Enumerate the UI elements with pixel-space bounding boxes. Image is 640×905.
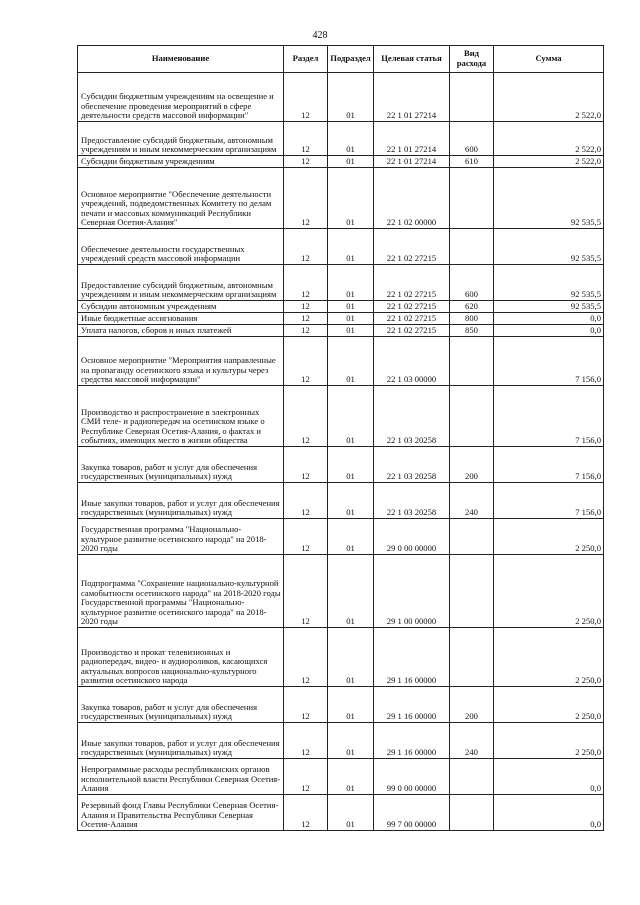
header-section: Раздел	[284, 46, 328, 73]
cell-target: 22 1 03 20258	[374, 483, 450, 519]
table-row	[78, 301, 604, 313]
cell-subsection: 01	[328, 265, 374, 301]
cell-name: Уплата налогов, сборов и иных платежей	[78, 325, 284, 337]
cell-section: 12	[284, 265, 328, 301]
table-row	[78, 73, 604, 122]
cell-name: Резервный фонд Главы Республики Северная Осетия-Алания и Правительства Республики Северная Осетия-Алания	[78, 795, 284, 831]
cell-target: 22 1 02 27215	[374, 313, 450, 325]
table-row	[78, 759, 604, 795]
cell-amount: 2 250,0	[494, 628, 604, 687]
table-row	[78, 447, 604, 483]
cell-subsection: 01	[328, 73, 374, 122]
cell-expense-type: 200	[450, 447, 494, 483]
cell-subsection: 01	[328, 687, 374, 723]
cell-amount: 0,0	[494, 759, 604, 795]
table-row	[78, 687, 604, 723]
cell-target: 22 1 02 27215	[374, 229, 450, 265]
cell-name: Иные бюджетные ассигнования	[78, 313, 284, 325]
cell-section: 12	[284, 628, 328, 687]
cell-subsection: 01	[328, 156, 374, 168]
cell-expense-type: 600	[450, 265, 494, 301]
cell-section: 12	[284, 73, 328, 122]
cell-section: 12	[284, 519, 328, 555]
cell-expense-type	[450, 229, 494, 265]
cell-section: 12	[284, 386, 328, 447]
cell-subsection: 01	[328, 519, 374, 555]
cell-subsection: 01	[328, 483, 374, 519]
cell-subsection: 01	[328, 759, 374, 795]
cell-expense-type: 600	[450, 122, 494, 156]
cell-amount: 2 250,0	[494, 555, 604, 628]
cell-target: 99 7 00 00000	[374, 795, 450, 831]
table-row	[78, 628, 604, 687]
cell-subsection: 01	[328, 313, 374, 325]
cell-subsection: 01	[328, 447, 374, 483]
cell-name: Непрограммные расходы республиканских органов исполнительной власти Республики Северная Осетия-Алания	[78, 759, 284, 795]
cell-name: Предоставление субсидий бюджетным, автономным учреждениям и иным некоммерческим организациям	[78, 122, 284, 156]
cell-name: Предоставление субсидий бюджетным, автономным учреждениям и иным некоммерческим организациям	[78, 265, 284, 301]
cell-target: 22 1 01 27214	[374, 156, 450, 168]
cell-amount: 2 250,0	[494, 519, 604, 555]
cell-amount: 92 535,5	[494, 265, 604, 301]
cell-target: 29 0 00 00000	[374, 519, 450, 555]
cell-name: Иные закупки товаров, работ и услуг для обеспечения государственных (муниципальных) нужд	[78, 483, 284, 519]
table-row	[78, 229, 604, 265]
table-row	[78, 313, 604, 325]
cell-amount: 2 250,0	[494, 723, 604, 759]
table-row	[78, 519, 604, 555]
cell-expense-type	[450, 628, 494, 687]
cell-subsection: 01	[328, 229, 374, 265]
cell-subsection: 01	[328, 628, 374, 687]
cell-target: 29 1 00 00000	[374, 555, 450, 628]
table-row	[78, 325, 604, 337]
cell-subsection: 01	[328, 795, 374, 831]
cell-expense-type	[450, 337, 494, 386]
table-row	[78, 122, 604, 156]
cell-amount: 2 250,0	[494, 687, 604, 723]
cell-expense-type: 610	[450, 156, 494, 168]
cell-section: 12	[284, 555, 328, 628]
cell-amount: 7 156,0	[494, 447, 604, 483]
cell-subsection: 01	[328, 168, 374, 229]
cell-target: 22 1 03 00000	[374, 337, 450, 386]
cell-subsection: 01	[328, 555, 374, 628]
header-target: Целевая статья	[374, 46, 450, 73]
cell-name: Субсидии бюджетным учреждениям на освещение и обеспечение проведения мероприятий в сфере деятельности средств массовой информации"	[78, 73, 284, 122]
cell-section: 12	[284, 325, 328, 337]
cell-subsection: 01	[328, 301, 374, 313]
cell-section: 12	[284, 723, 328, 759]
cell-name: Производство и прокат телевизионных и радиопередач, видео- и аудиороликов, касающихся актуальных вопросов национально-культурного развития осетинского народа	[78, 628, 284, 687]
cell-subsection: 01	[328, 325, 374, 337]
cell-name: Закупка товаров, работ и услуг для обеспечения государственных (муниципальных) нужд	[78, 447, 284, 483]
cell-target: 22 1 03 20258	[374, 447, 450, 483]
cell-section: 12	[284, 337, 328, 386]
cell-section: 12	[284, 313, 328, 325]
cell-name: Подпрограмма "Сохранение национально-культурной самобытности осетинского народа" на 2018-2020 годы Государственной программы "Национально-культурное развитие осетинского народа" на 2018-2020 годы	[78, 555, 284, 628]
cell-name: Государственная программа "Национально-культурное развитие осетинского народа" на 2018-2020 годы	[78, 519, 284, 555]
cell-subsection: 01	[328, 122, 374, 156]
cell-amount: 7 156,0	[494, 483, 604, 519]
cell-name: Основное мероприятие "Обеспечение деятельности учреждений, подведомственных Комитету по делам печати и массовых коммуникаций Республики Северная Осетия-Алания"	[78, 168, 284, 229]
cell-target: 29 1 16 00000	[374, 687, 450, 723]
cell-expense-type: 240	[450, 483, 494, 519]
table-row	[78, 483, 604, 519]
cell-amount: 2 522,0	[494, 73, 604, 122]
cell-subsection: 01	[328, 337, 374, 386]
cell-target: 29 1 16 00000	[374, 628, 450, 687]
cell-name: Иные закупки товаров, работ и услуг для обеспечения государственных (муниципальных) нужд	[78, 723, 284, 759]
cell-name: Закупка товаров, работ и услуг для обеспечения государственных (муниципальных) нужд	[78, 687, 284, 723]
cell-expense-type: 240	[450, 723, 494, 759]
cell-expense-type	[450, 519, 494, 555]
cell-target: 22 1 01 27214	[374, 122, 450, 156]
cell-amount: 0,0	[494, 313, 604, 325]
cell-expense-type	[450, 73, 494, 122]
cell-expense-type: 800	[450, 313, 494, 325]
cell-name: Субсидии бюджетным учреждениям	[78, 156, 284, 168]
cell-amount: 0,0	[494, 795, 604, 831]
cell-section: 12	[284, 168, 328, 229]
cell-section: 12	[284, 301, 328, 313]
cell-target: 29 1 16 00000	[374, 723, 450, 759]
header-amount: Сумма	[494, 46, 604, 73]
cell-expense-type: 620	[450, 301, 494, 313]
cell-target: 22 1 03 20258	[374, 386, 450, 447]
cell-section: 12	[284, 795, 328, 831]
cell-section: 12	[284, 687, 328, 723]
cell-expense-type	[450, 168, 494, 229]
cell-expense-type	[450, 386, 494, 447]
table-row	[78, 337, 604, 386]
page-number: 428	[312, 30, 328, 41]
cell-target: 22 1 02 27215	[374, 325, 450, 337]
table-row	[78, 386, 604, 447]
cell-section: 12	[284, 156, 328, 168]
table-header	[78, 46, 604, 73]
cell-amount: 0,0	[494, 325, 604, 337]
cell-expense-type	[450, 555, 494, 628]
cell-section: 12	[284, 229, 328, 265]
cell-amount: 7 156,0	[494, 337, 604, 386]
cell-amount: 2 522,0	[494, 156, 604, 168]
cell-amount: 92 535,5	[494, 229, 604, 265]
table-body	[78, 73, 604, 831]
table-row	[78, 265, 604, 301]
cell-subsection: 01	[328, 386, 374, 447]
header-name: Наименование	[78, 46, 284, 73]
cell-section: 12	[284, 122, 328, 156]
cell-target: 22 1 02 27215	[374, 301, 450, 313]
cell-expense-type: 850	[450, 325, 494, 337]
budget-table	[77, 45, 604, 831]
table-row	[78, 723, 604, 759]
header-expense-type: Вид расхода	[450, 46, 494, 73]
cell-expense-type	[450, 795, 494, 831]
cell-name: Обеспечение деятельности государственных учреждений средств массовой информации	[78, 229, 284, 265]
cell-subsection: 01	[328, 723, 374, 759]
cell-name: Производство и распространение в электронных СМИ теле- и радиопередач на осетинском языке о Республике Северная Осетия-Алания, о фактах и событиях, имеющих место в жизни общества	[78, 386, 284, 447]
table-row	[78, 156, 604, 168]
cell-target: 99 0 00 00000	[374, 759, 450, 795]
cell-target: 22 1 01 27214	[374, 73, 450, 122]
cell-amount: 92 535,5	[494, 301, 604, 313]
cell-section: 12	[284, 483, 328, 519]
cell-target: 22 1 02 00000	[374, 168, 450, 229]
cell-amount: 2 522,0	[494, 122, 604, 156]
cell-expense-type: 200	[450, 687, 494, 723]
cell-section: 12	[284, 759, 328, 795]
cell-section: 12	[284, 447, 328, 483]
table-row	[78, 168, 604, 229]
cell-amount: 92 535,5	[494, 168, 604, 229]
cell-name: Субсидии автономным учреждениям	[78, 301, 284, 313]
cell-expense-type	[450, 759, 494, 795]
cell-amount: 7 156,0	[494, 386, 604, 447]
table-row	[78, 555, 604, 628]
cell-target: 22 1 02 27215	[374, 265, 450, 301]
cell-name: Основное мероприятие "Мероприятия направленные на пропаганду осетинского языка и культуры через средства массовой информации"	[78, 337, 284, 386]
table-row	[78, 795, 604, 831]
header-subsection: Подраздел	[328, 46, 374, 73]
